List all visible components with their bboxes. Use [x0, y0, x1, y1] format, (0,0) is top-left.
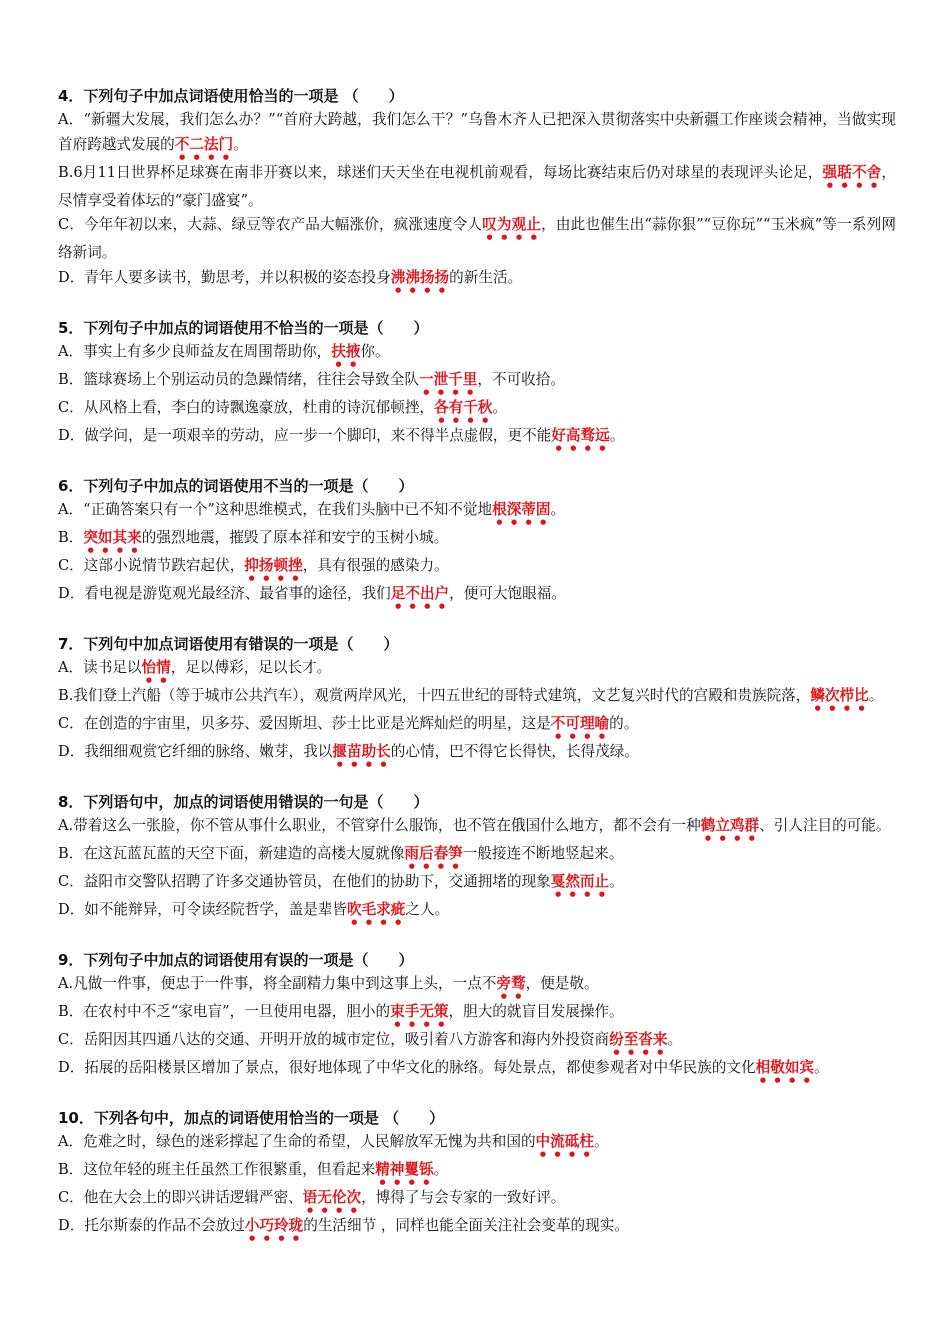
option-text: 。 [609, 872, 624, 890]
answer-option [58, 396, 896, 424]
answer-option [58, 1214, 896, 1242]
option-text: ，尽情享受着体坛的“豪门盛宴”。 [58, 163, 896, 209]
dotted-term: 突如其来 [83, 528, 142, 546]
option-text: D．看电视是游览观光最经济、最省事的途径，我们 [58, 584, 391, 602]
option-text: C．益阳市交警队招聘了许多交通协管员，在他们的协助下，交通拥堵的现象 [58, 872, 551, 890]
option-text: A.凡做一件事，便忠于一件事，将全副精力集中到这事上头，一点不 [58, 974, 497, 992]
dotted-term: 强聒不舍 [822, 163, 882, 181]
option-text: C．从风格上看，李白的诗飘逸豪放，杜甫的诗沉郁顿挫， [58, 398, 435, 416]
answer-option [58, 1056, 896, 1084]
dotted-term: 纷至沓来 [609, 1030, 668, 1048]
option-text: D．拓展的岳阳楼景区增加了景点，很好地体现了中华文化的脉络。每处景点，都使参观者对中华民族的文化 [58, 1058, 756, 1076]
dotted-term: 揠苗助长 [332, 742, 391, 760]
option-text: 。 [433, 1160, 449, 1178]
question-block [58, 632, 896, 768]
dotted-term: 不二法门 [174, 135, 234, 153]
question-stem: 8．下列语句中，加点的词语使用错误的一句是（ ） [58, 792, 429, 811]
question-block [58, 1106, 896, 1242]
answer-option [58, 1000, 896, 1028]
dotted-term: 语无伦次 [302, 1188, 362, 1206]
question-stem: 6．下列句子中加点的词语使用不当的一项是（ ） [58, 476, 414, 495]
option-text: 。 [667, 1030, 683, 1048]
answer-option [58, 424, 896, 452]
option-text: B.我们登上汽船（等于城市公共汽车），观赏两岸风光，十四五世纪的哥特式建筑，文艺复兴时代的宫殿和贵族院落， [58, 686, 811, 704]
dotted-term: 抑扬顿挫 [244, 556, 303, 574]
dotted-term: 各有千秋 [434, 398, 493, 416]
dotted-term: 不可理喻 [550, 714, 610, 732]
option-text: 。 [609, 426, 625, 444]
option-text: C．岳阳因其四通八达的交通、开明开放的城市定位，吸引着八方游客和海内外投资商 [58, 1030, 610, 1048]
dotted-term: 根深蒂固 [492, 500, 551, 518]
option-text: 。 [814, 1058, 829, 1076]
question-block [58, 474, 896, 610]
option-text: C．今年年初以来，大蒜、绿豆等农产品大幅涨价，疯涨速度令人 [58, 216, 483, 233]
answer-option [58, 972, 896, 1000]
answer-option [58, 1158, 896, 1186]
question-stem: 9．下列句子中加点的词语使用有误的一项是（ ） [58, 950, 414, 969]
option-text: 。 [492, 398, 508, 416]
option-text: A．读书足以 [58, 658, 142, 676]
question-block [58, 790, 896, 926]
option-text: ，便是敬。 [525, 974, 599, 992]
option-text: D．如不能辩异，可令读经院哲学，盖是辈皆 [58, 900, 347, 918]
dotted-term: 雨后春笋 [404, 844, 463, 862]
answer-option [58, 842, 896, 870]
option-text: 你。 [360, 342, 390, 360]
option-text: B．篮球赛场上个别运动员的急躁情绪，往往会导致全队 [58, 370, 419, 388]
dotted-term: 戛然而止 [550, 872, 610, 890]
answer-option [58, 108, 896, 161]
option-text: A．事实上有多少良师益友在周围帮助你， [58, 342, 332, 360]
option-text: C．在创造的宇宙里，贝多芬、爱因斯坦、莎士比亚是光辉灿烂的明星，这是 [58, 714, 551, 732]
option-text: ，足以傅彩，足以长才。 [170, 658, 332, 676]
option-text: C．这部小说情节跌宕起伏， [58, 556, 245, 574]
answer-option [58, 740, 896, 768]
dotted-term: 足不出户 [390, 584, 450, 602]
answer-option [58, 554, 896, 582]
dotted-term: 相敬如宾 [755, 1058, 815, 1076]
option-text: 的。 [609, 714, 639, 732]
dotted-term: 沸沸扬扬 [390, 268, 450, 286]
dotted-term: 精神矍铄 [375, 1160, 434, 1178]
option-text: ，胆大的就盲目发展操作。 [448, 1002, 624, 1020]
question-stem: 7．下列句中加点词语使用有错误的一项是（ ） [58, 634, 399, 653]
option-text: ，具有很强的感染力。 [302, 556, 449, 574]
option-text: B．这位年轻的班主任虽然工作很繁重，但看起来 [58, 1160, 376, 1178]
option-text: D．青年人要多读书，勤思考，并以积极的姿态投身 [58, 268, 391, 286]
option-text: ，便可大饱眼福。 [449, 584, 566, 602]
option-text: A．“正确答案只有一个”这种思维模式，在我们头脑中已不知不觉地 [58, 500, 493, 518]
option-text: 一般接连不断地竖起来。 [462, 844, 624, 862]
option-text: D．做学问，是一项艰辛的劳动，应一步一个脚印，来不得半点虚假，更不能 [58, 426, 552, 444]
option-text: B． [58, 528, 84, 546]
option-text: B．在农村中不乏“家电盲”，一旦使用电器，胆小的 [58, 1002, 391, 1020]
option-text: ，博得了与会专家的一致好评。 [361, 1188, 566, 1206]
answer-option [58, 712, 896, 740]
answer-option [58, 1130, 896, 1158]
dotted-term: 旁骛 [496, 974, 526, 992]
option-text: B.6月11日世界杯足球赛在南非开赛以来，球迷们天天坐在电视机前观看，每场比赛结束后仍对球星的表现评头论足， [58, 163, 823, 181]
answer-option [58, 1186, 896, 1214]
option-text: 的新生活。 [449, 268, 523, 286]
option-text: 。 [868, 686, 884, 704]
question-block [58, 84, 896, 294]
dotted-term: 好高骛远 [551, 426, 610, 444]
dotted-term: 中流砥柱 [535, 1132, 594, 1150]
dotted-term: 鹤立鸡群 [700, 816, 760, 834]
option-text: 。 [593, 1132, 609, 1150]
dotted-term: 小巧玲珑 [244, 1216, 304, 1234]
answer-option [58, 656, 896, 684]
answer-option [58, 1028, 896, 1056]
dotted-term: 鳞次栉比 [810, 686, 869, 704]
option-text: 之人。 [405, 900, 450, 918]
answer-option [58, 814, 896, 842]
option-text: ，不可收拾。 [477, 370, 565, 388]
option-text: A．危难之时，绿色的迷彩撑起了生命的希望，人民解放军无愧为共和国的 [58, 1132, 536, 1150]
answer-option [58, 526, 896, 554]
answer-option [58, 684, 896, 712]
option-text: A.带着这么一张脸，你不管从事什么职业，不管穿什么服饰，也不管在俄国什么地方，都不会有一种 [58, 816, 701, 834]
answer-option [58, 161, 896, 214]
dotted-term: 束手无策 [390, 1002, 449, 1020]
dotted-term: 一泄千里 [418, 370, 478, 388]
answer-option [58, 340, 896, 368]
answer-option [58, 213, 896, 266]
answer-option [58, 368, 896, 396]
dotted-term: 叹为观止 [482, 216, 542, 233]
option-text: 、引人注目的可能。 [759, 816, 891, 834]
dotted-term: 怡情 [141, 658, 171, 676]
answer-option [58, 582, 896, 610]
option-text: 的心情，巴不得它长得快，长得茂绿。 [390, 742, 639, 760]
option-text: C．他在大会上的即兴讲话逻辑严密、 [58, 1188, 303, 1206]
question-block [58, 948, 896, 1084]
option-text: B．在这瓦蓝瓦蓝的天空下面，新建造的高楼大厦就像 [58, 844, 405, 862]
option-text: A．“新疆大发展，我们怎么办？”“首府大跨越，我们怎么干？”乌鲁木齐人已把深入贯彻落实中央新疆工作座谈会精神，当做实现首府跨越式发展的 [58, 111, 896, 153]
answer-option [58, 498, 896, 526]
answer-option [58, 266, 896, 294]
dotted-term: 吹毛求疵 [346, 900, 406, 918]
question-stem: 4．下列句子中加点词语使用恰当的一项是 （ ） [58, 87, 404, 105]
option-text: 。 [550, 500, 566, 518]
answer-option [58, 870, 896, 898]
option-text: 的生活细节 ，同样也能全面关注社会变革的现实。 [303, 1216, 629, 1234]
option-text: ，由此也催生出“蒜你狠”“豆你玩”“玉米疯”等一系列网络新词。 [58, 216, 896, 261]
option-text: 。 [233, 135, 248, 153]
option-text: 的强烈地震，摧毁了原本祥和安宁的玉树小城。 [141, 528, 449, 546]
option-text: D．托尔斯泰的作品不会放过 [58, 1216, 245, 1234]
question-stem: 10．下列各句中，加点的词语使用恰当的一项是 （ ） [58, 1108, 445, 1127]
question-block [58, 316, 896, 452]
question-stem: 5．下列句子中加点的词语使用不恰当的一项是（ ） [58, 318, 429, 337]
dotted-term: 扶掖 [331, 342, 361, 360]
exercise-document [58, 84, 896, 1264]
answer-option [58, 898, 896, 926]
option-text: D．我细细观赏它纤细的脉络、嫩芽，我以 [58, 742, 333, 760]
